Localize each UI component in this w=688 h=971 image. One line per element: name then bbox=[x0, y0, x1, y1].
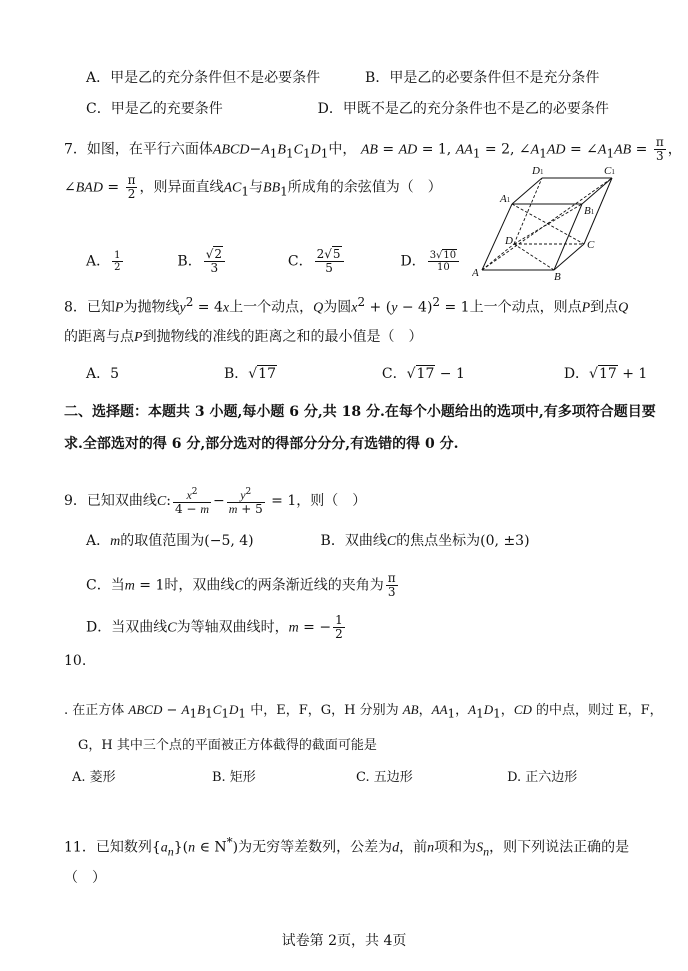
q10-stem-line1: . 在正方体 ABCD − $A_1B_1C_1D_1$ 中，E，F，G，H 分别为 AB，$AA_1$，$A_1D_1$，CD 的中点，则过 E，F， bbox=[64, 702, 663, 721]
q11-stem-line1: 11．已知数列$\{a_n\}(n$ ∈ N*)为无穷等差数列，公差为d，前n项和为$S_n$，则下列说法正确的是 bbox=[64, 835, 630, 859]
q10-options bbox=[72, 768, 577, 788]
q9-option-c: C．当m = 1时，双曲线C的两条渐近线的夹角为 $\frac{\pi}{3}$ bbox=[86, 571, 396, 599]
label-d: D bbox=[505, 235, 513, 247]
section2-title-line1: 二、选择题：本题共 3 小题,每小题 6 分,共 18 分.在每个小题给出的选项中,有多项符合题目要 bbox=[64, 404, 656, 420]
edge-a1d1 bbox=[512, 178, 542, 204]
label-a1: A1 bbox=[500, 193, 511, 205]
q9-option-d: D．当双曲线C为等轴双曲线时，m = − $\frac{1}{2}$ bbox=[86, 613, 343, 641]
label-a: A bbox=[472, 267, 479, 279]
q7-stem-line2: ∠BAD = $\frac{\pi}{2}$ ，则异面直线$AC_1$与$BB_1$所成角的余弦值为（ ） bbox=[64, 173, 442, 201]
label-b: B bbox=[554, 271, 561, 282]
q11-stem-line2: （ ） bbox=[64, 870, 106, 886]
edge-bc bbox=[554, 244, 584, 270]
q10-option-c: C. 五边形 bbox=[356, 770, 413, 785]
diag-bd bbox=[514, 244, 554, 270]
parallelepiped-figure bbox=[472, 162, 622, 282]
q6-option-a: 甲是乙的充分条件但不是必要条件 bbox=[110, 70, 321, 86]
q6-option-b: 甲是乙的必要条件但不是充分条件 bbox=[389, 70, 600, 86]
q8-stem-line1: 8．已知P为抛物线$y^2 = 4x$上一个动点，Q为圆$x^2 + (y - 4)^2 = 1$上一个动点，则点P到点Q bbox=[64, 295, 629, 316]
q6-options-row1: A．甲是乙的充分条件但不是必要条件 B．甲是乙的必要条件但不是充分条件 bbox=[86, 70, 600, 86]
label-c1: C1 bbox=[604, 165, 615, 177]
label-d1: D1 bbox=[532, 165, 544, 177]
q6-option-c: 甲是乙的充要条件 bbox=[110, 101, 223, 117]
q8-options: A．5 B．√17 C．√17 − 1 D．√17 + 1 bbox=[86, 366, 648, 382]
q6-option-d: 甲既不是乙的充分条件也不是乙的必要条件 bbox=[342, 101, 609, 117]
q10-option-a: A. 菱形 bbox=[72, 770, 116, 785]
q10-option-b: B. 矩形 bbox=[211, 770, 256, 785]
q10-stem-line2: G，H 其中三个点的平面被正方体截得的截面可能是 bbox=[78, 738, 377, 753]
q6-options-row2: C．甲是乙的充要条件 D．甲既不是乙的充分条件也不是乙的必要条件 bbox=[86, 101, 609, 117]
q10-option-d: D. 正六边形 bbox=[507, 770, 578, 785]
q8-stem-line2: 的距离与点P到抛物线的准线的距离之和的最小值是（ ） bbox=[64, 329, 423, 345]
section2-title-line2: 求.全部选对的得 6 分,部分选对的得部分分分,有选错的得 0 分. bbox=[64, 436, 459, 452]
page-footer: 试卷第 2页，共 4页 bbox=[281, 933, 407, 949]
q9-options-ab: A．m的取值范围为(−5, 4) B．双曲线C的焦点坐标为(0, ±3) bbox=[86, 533, 530, 549]
edge-bb1 bbox=[554, 204, 582, 270]
q10-number: 10. bbox=[64, 653, 87, 669]
q7-stem-line1: 7．如图，在平行六面体$ABCD-A_1B_1C_1D_1$中， AB = AD = 1, $AA_1 = 2$, $\angle A_1AD$ = $\angle A_1AB$ = $\frac{\pi}{3}$ ， bbox=[64, 135, 682, 163]
label-c: C bbox=[587, 239, 595, 251]
q7-options: A． $\frac{1}{2}$ B． $\frac{√2}{3}$ C． $\frac{2√5}{5}$ D． $\frac{3√10}{10}$ bbox=[86, 248, 461, 275]
label-b1: B1 bbox=[584, 205, 595, 217]
q9-stem: 9．已知双曲线C: $\frac{x^2}{4 - m}$ − $\frac{y^2}{m + 5}$ = 1，则（ ） bbox=[64, 487, 367, 516]
edge-dd1 bbox=[514, 178, 542, 244]
edge-b1c1 bbox=[582, 178, 612, 204]
